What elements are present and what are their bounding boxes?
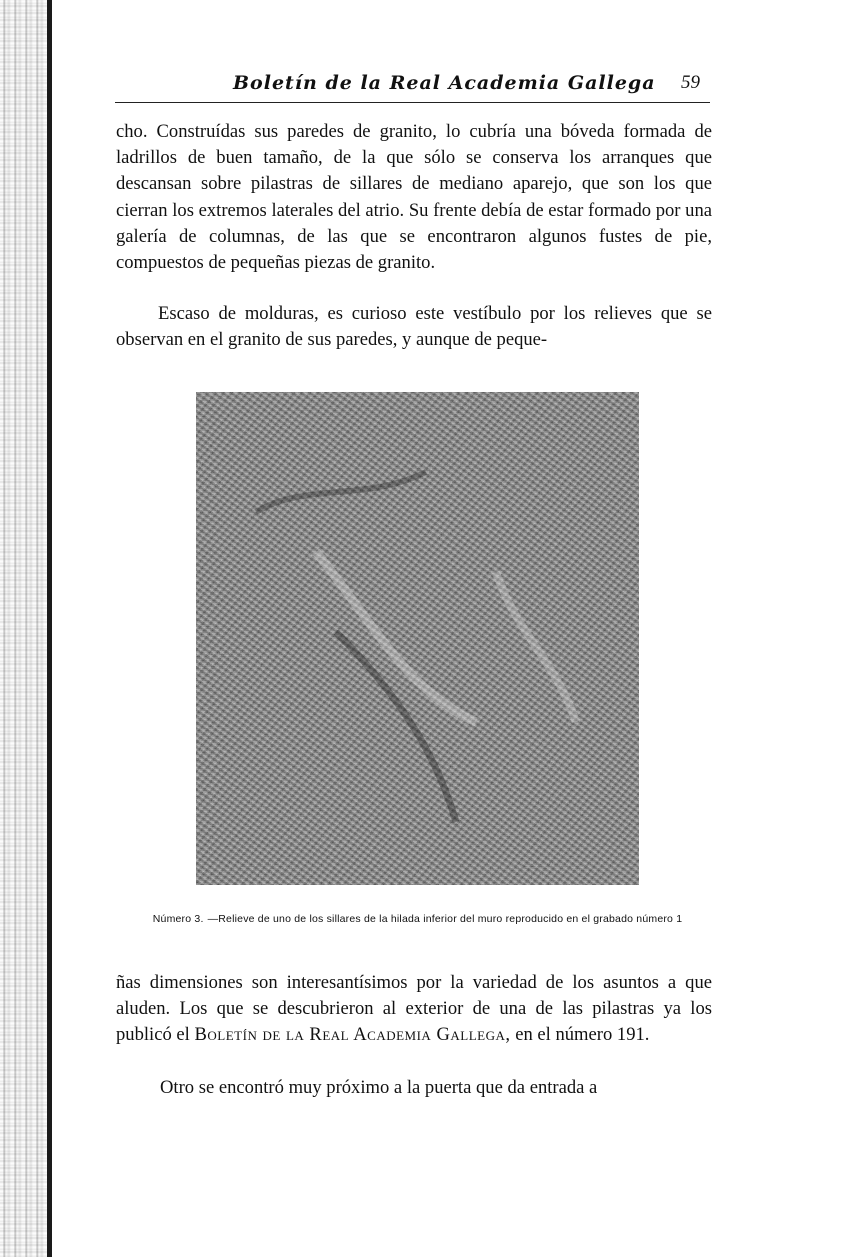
caption-number: Número 3. bbox=[152, 913, 204, 925]
caption-text: —Relieve de uno de los sillares de la hilada inferior del muro reproducido en el grabado número 1 bbox=[207, 913, 683, 925]
page-number: 59 bbox=[681, 72, 700, 93]
paragraph-2: Escaso de molduras, es curioso este vestíbulo por los relieves que se observan en el granito de sus paredes, y aunque de peque- bbox=[116, 303, 712, 351]
paragraph-4: Otro se encontró muy próximo a la puerta que da entrada a bbox=[160, 1077, 598, 1098]
scan-binding-edge bbox=[0, 0, 52, 1257]
paragraph-3-start: ñas dimensiones son interesantísimos por la variedad de los asuntos a que aluden. Los que se descubrieron al exterior de una de las pilastras ya los publicó el bbox=[116, 972, 712, 1046]
running-title: Boletín de la Real Academia Gallega bbox=[233, 72, 656, 94]
figure-caption bbox=[150, 911, 685, 927]
relief-photograph bbox=[196, 392, 639, 885]
paragraph-3 bbox=[116, 970, 712, 1049]
header-rule bbox=[115, 102, 710, 103]
journal-title: Boletín de la Real Academia Gallega, bbox=[194, 1024, 511, 1046]
page-header bbox=[115, 72, 710, 100]
paragraph-1: cho. Construídas sus paredes de granito, lo cubría una bóveda formada de ladrillos de buen tamaño, de la que sólo se conserva los arranques que descansan sobre pilastras de sillares de mediano aparejo, que son los que cierran los extremos laterales del atrio. Su frente debía de estar formado por una galería de columnas, de las que se encontraron algunos fustes de pie, compuestos de pequeñas piezas de granito. bbox=[116, 121, 712, 274]
relief-photograph-texture bbox=[196, 392, 639, 885]
paragraph-3-end: en el número 191. bbox=[515, 1024, 650, 1046]
